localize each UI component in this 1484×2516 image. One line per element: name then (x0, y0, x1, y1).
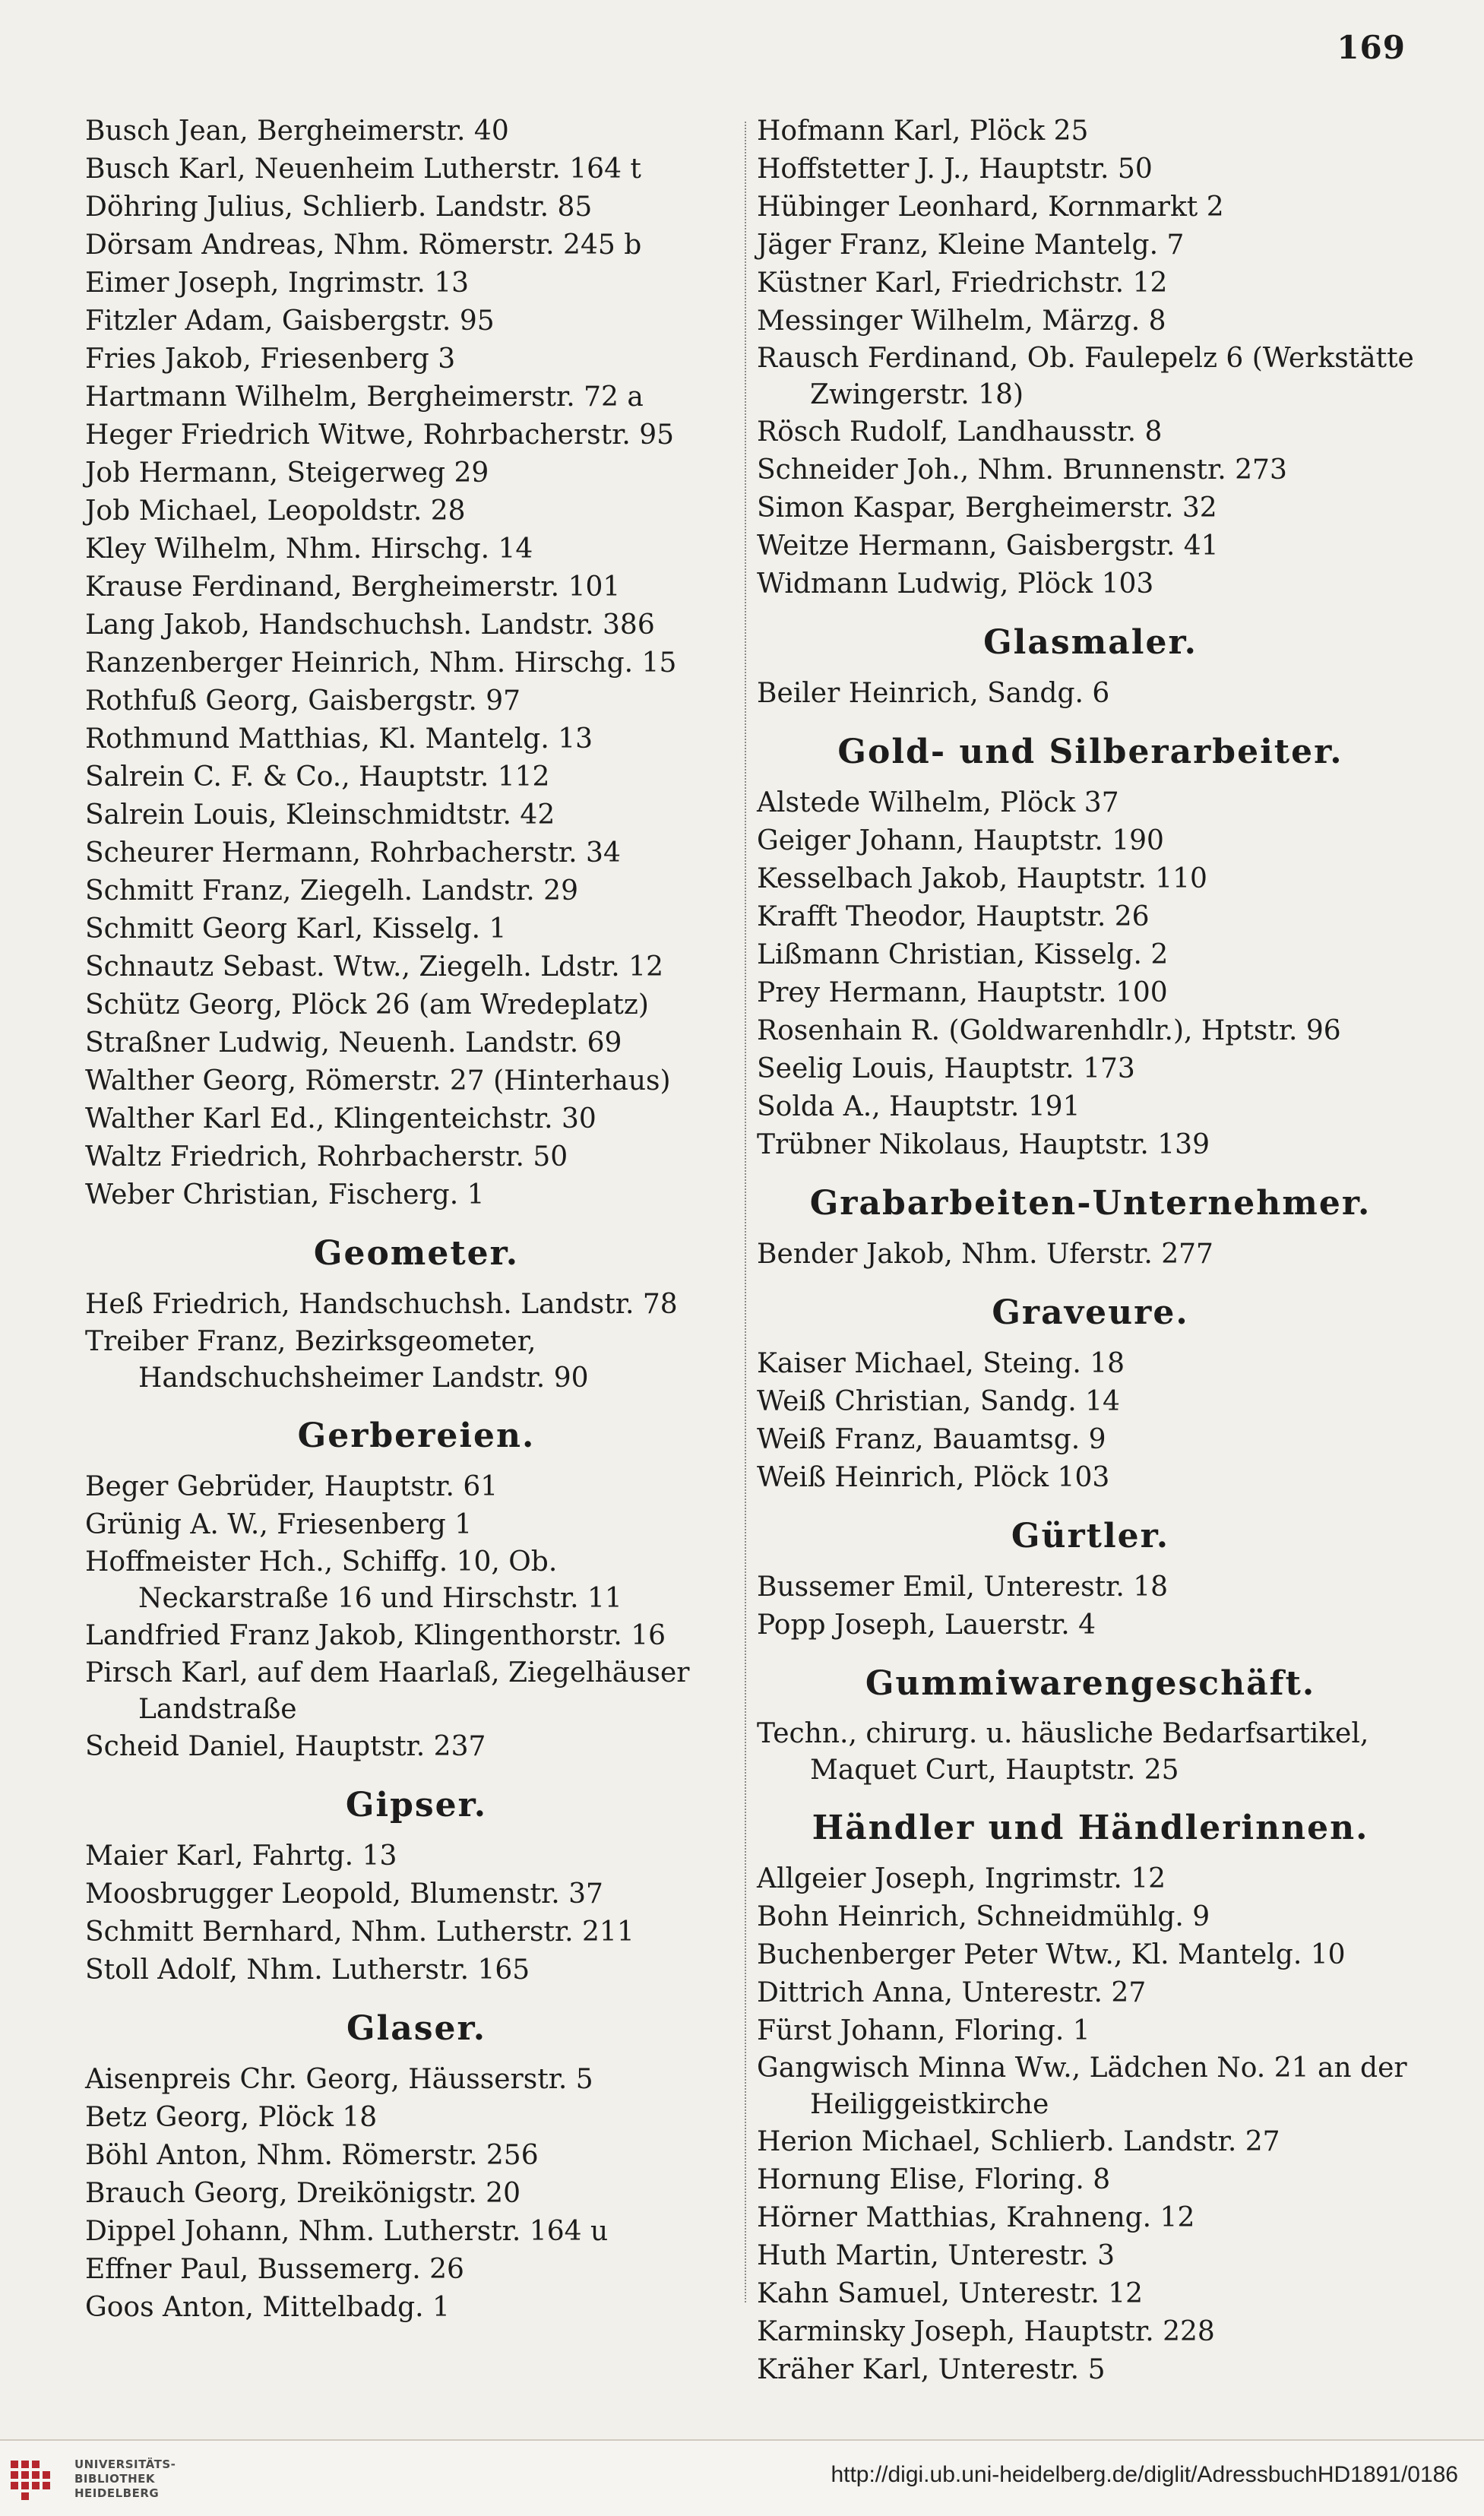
directory-entry: Kahn Samuel, Unterestr. 12 (757, 2278, 1144, 2309)
directory-entry: Hornung Elise, Floring. 8 (757, 2164, 1111, 2195)
directory-entry: Weber Christian, Fischerg. 1 (85, 1179, 485, 1211)
directory-entry: Prey Hermann, Hauptstr. 100 (757, 977, 1168, 1008)
directory-entry: Bender Jakob, Nhm. Uferstr. 277 (757, 1239, 1213, 1270)
directory-entry: Kräher Karl, Unterestr. 5 (757, 2354, 1106, 2385)
directory-entry: Moosbrugger Leopold, Blumenstr. 37 (85, 1878, 603, 1910)
directory-entry: Landfried Franz Jakob, Klingenthorstr. 16 (85, 1620, 666, 1651)
directory-entry: Dittrich Anna, Unterestr. 27 (757, 1977, 1147, 2008)
library-logo[interactable] (8, 2451, 190, 2505)
section-heading: Gerbereien. (297, 1416, 536, 1455)
directory-entry: Waltz Friedrich, Rohrbacherstr. 50 (85, 1141, 568, 1173)
directory-entry: Gangwisch Minna Ww., Lädchen No. 21 an der Heiliggeistkirche (757, 2052, 1407, 2120)
directory-entry: Fitzler Adam, Gaisbergstr. 95 (85, 305, 495, 337)
library-seal-icon (8, 2457, 62, 2503)
directory-entry: Schneider Joh., Nhm. Brunnenstr. 273 (757, 454, 1287, 486)
directory-entry: Schmitt Bernhard, Nhm. Lutherstr. 211 (85, 1916, 634, 1948)
section-heading: Gürtler. (1011, 1517, 1170, 1555)
directory-entry: Heger Friedrich Witwe, Rohrbacherstr. 95 (85, 419, 675, 451)
left-column (85, 112, 748, 2327)
directory-entry: Kley Wilhelm, Nhm. Hirschg. 14 (85, 533, 533, 565)
directory-entry: Hoffstetter J. J., Hauptstr. 50 (757, 153, 1153, 185)
directory-entry: Dörsam Andreas, Nhm. Römerstr. 245 b (85, 229, 642, 261)
directory-entry: Weiß Christian, Sandg. 14 (757, 1386, 1120, 1417)
directory-entry: Job Hermann, Steigerweg 29 (85, 457, 489, 489)
directory-entry: Job Michael, Leopoldstr. 28 (85, 495, 466, 527)
directory-entry: Busch Jean, Bergheimerstr. 40 (85, 116, 509, 147)
directory-entry: Lang Jakob, Handschuchsh. Landstr. 386 (85, 609, 655, 641)
directory-entry: Messinger Wilhelm, Märzg. 8 (757, 305, 1166, 337)
section-heading: Graveure. (992, 1293, 1189, 1332)
library-name-line: UNIVERSITÄTS- (74, 2457, 176, 2471)
directory-entry: Widmann Ludwig, Plöck 103 (757, 568, 1154, 600)
directory-entry: Schmitt Franz, Ziegelh. Landstr. 29 (85, 875, 578, 907)
directory-entry: Treiber Franz, Bezirksgeometer, Handschuchsheimer Landstr. 90 (85, 1326, 589, 1394)
directory-entry: Jäger Franz, Kleine Mantelg. 7 (757, 229, 1185, 261)
directory-entry: Rothmund Matthias, Kl. Mantelg. 13 (85, 723, 593, 755)
directory-entry: Lißmann Christian, Kisselg. 2 (757, 939, 1169, 970)
directory-entry: Busch Karl, Neuenheim Lutherstr. 164 t (85, 153, 641, 185)
directory-entry: Dippel Johann, Nhm. Lutherstr. 164 u (85, 2216, 609, 2247)
library-name-line: BIBLIOTHEK (74, 2472, 155, 2486)
column-divider (745, 122, 746, 2302)
directory-entry: Rösch Rudolf, Landhausstr. 8 (757, 416, 1163, 448)
directory-entry: Karminsky Joseph, Hauptstr. 228 (757, 2316, 1215, 2347)
section-heading: Gold- und Silberarbeiter. (837, 733, 1343, 771)
directory-entry: Hofmann Karl, Plöck 25 (757, 116, 1089, 147)
directory-entry: Alstede Wilhelm, Plöck 37 (757, 787, 1119, 818)
directory-entry: Beger Gebrüder, Hauptstr. 61 (85, 1471, 498, 1502)
directory-entry: Betz Georg, Plöck 18 (85, 2102, 378, 2133)
section-heading: Händler und Händlerinnen. (812, 1809, 1369, 1847)
directory-entry: Fürst Johann, Floring. 1 (757, 2015, 1090, 2046)
directory-entry: Hübinger Leonhard, Kornmarkt 2 (757, 191, 1224, 223)
directory-entry: Maier Karl, Fahrtg. 13 (85, 1840, 397, 1872)
directory-entry: Hörner Matthias, Krahneng. 12 (757, 2202, 1195, 2233)
directory-entry: Walther Karl Ed., Klingenteichstr. 30 (85, 1103, 596, 1135)
directory-entry: Walther Georg, Römerstr. 27 (Hinterhaus) (85, 1065, 671, 1097)
section-heading: Grabarbeiten-Unternehmer. (809, 1184, 1372, 1223)
directory-entry: Weiß Franz, Bauamtsg. 9 (757, 1424, 1106, 1455)
directory-entry: Stoll Adolf, Nhm. Lutherstr. 165 (85, 1954, 530, 1986)
directory-entry: Beiler Heinrich, Sandg. 6 (757, 678, 1110, 709)
source-url-link[interactable]: http://digi.ub.uni-heidelberg.de/diglit/AdressbuchHD1891/0186 (831, 2462, 1458, 2487)
directory-entry: Pirsch Karl, auf dem Haarlaß, Ziegelhäuser Landstraße (85, 1657, 690, 1725)
directory-entry: Scheurer Hermann, Rohrbacherstr. 34 (85, 837, 621, 869)
directory-entry: Trübner Nikolaus, Hauptstr. 139 (757, 1129, 1210, 1160)
directory-entry: Herion Michael, Schlierb. Landstr. 27 (757, 2126, 1280, 2157)
directory-entry: Grünig A. W., Friesenberg 1 (85, 1509, 473, 1540)
library-name (74, 2457, 176, 2501)
directory-entry: Ranzenberger Heinrich, Nhm. Hirschg. 15 (85, 647, 677, 679)
directory-entry: Rothfuß Georg, Gaisbergstr. 97 (85, 685, 521, 717)
section-heading: Geometer. (313, 1234, 520, 1273)
directory-entry: Kaiser Michael, Steing. 18 (757, 1348, 1125, 1379)
directory-entry: Scheid Daniel, Hauptstr. 237 (85, 1731, 486, 1762)
page-number: 169 (1337, 29, 1406, 66)
section-heading: Gummiwarengeschäft. (865, 1664, 1316, 1703)
directory-entry: Küstner Karl, Friedrichstr. 12 (757, 267, 1168, 299)
directory-entry: Rosenhain R. (Goldwarenhdlr.), Hptstr. 96 (757, 1015, 1341, 1046)
directory-entry: Bussemer Emil, Unterestr. 18 (757, 1571, 1169, 1603)
directory-entry: Rausch Ferdinand, Ob. Faulepelz 6 (Werkstätte Zwingerstr. 18) (757, 343, 1414, 410)
directory-entry: Popp Joseph, Lauerstr. 4 (757, 1609, 1096, 1641)
directory-entry: Böhl Anton, Nhm. Römerstr. 256 (85, 2140, 539, 2171)
directory-entry: Weiß Heinrich, Plöck 103 (757, 1462, 1110, 1493)
directory-entry: Aisenpreis Chr. Georg, Häusserstr. 5 (85, 2064, 593, 2095)
directory-entry: Buchenberger Peter Wtw., Kl. Mantelg. 10 (757, 1939, 1346, 1970)
directory-entry: Huth Martin, Unterestr. 3 (757, 2240, 1115, 2271)
section-heading: Glaser. (346, 2009, 487, 2048)
directory-entry: Hoffmeister Hch., Schiffg. 10, Ob. Neckarstraße 16 und Hirschstr. 11 (85, 1546, 622, 1614)
directory-entry: Döhring Julius, Schlierb. Landstr. 85 (85, 191, 593, 223)
directory-entry: Krause Ferdinand, Bergheimerstr. 101 (85, 571, 621, 603)
directory-entry: Bohn Heinrich, Schneidmühlg. 9 (757, 1901, 1210, 1932)
directory-entry: Eimer Joseph, Ingrimstr. 13 (85, 267, 470, 299)
library-name-line: HEIDELBERG (74, 2486, 160, 2500)
directory-entry: Brauch Georg, Dreikönigstr. 20 (85, 2178, 521, 2209)
directory-entry: Seelig Louis, Hauptstr. 173 (757, 1053, 1135, 1084)
directory-entry: Simon Kaspar, Bergheimerstr. 32 (757, 492, 1217, 524)
directory-entry: Straßner Ludwig, Neuenh. Landstr. 69 (85, 1027, 622, 1059)
directory-entry: Fries Jakob, Friesenberg 3 (85, 343, 456, 375)
section-heading: Glasmaler. (983, 623, 1198, 662)
right-column (757, 112, 1424, 2389)
directory-entry: Techn., chirurg. u. häusliche Bedarfsartikel, Maquet Curt, Hauptstr. 25 (757, 1718, 1369, 1786)
directory-entry: Weitze Hermann, Gaisbergstr. 41 (757, 530, 1219, 562)
directory-entry: Schmitt Georg Karl, Kisselg. 1 (85, 913, 507, 945)
directory-entry: Allgeier Joseph, Ingrimstr. 12 (757, 1863, 1166, 1894)
directory-entry: Kesselbach Jakob, Hauptstr. 110 (757, 863, 1207, 894)
directory-entry: Schütz Georg, Plöck 26 (am Wredeplatz) (85, 989, 649, 1021)
directory-entry: Krafft Theodor, Hauptstr. 26 (757, 901, 1150, 932)
directory-entry: Salrein Louis, Kleinschmidtstr. 42 (85, 799, 555, 831)
directory-entry: Hartmann Wilhelm, Bergheimerstr. 72 a (85, 381, 644, 413)
directory-entry: Geiger Johann, Hauptstr. 190 (757, 825, 1164, 856)
section-heading: Gipser. (345, 1786, 488, 1824)
directory-entry: Heß Friedrich, Handschuchsh. Landstr. 78 (85, 1289, 678, 1320)
directory-entry: Effner Paul, Bussemerg. 26 (85, 2254, 464, 2285)
directory-entry: Goos Anton, Mittelbadg. 1 (85, 2292, 450, 2323)
directory-entry: Schnautz Sebast. Wtw., Ziegelh. Ldstr. 12 (85, 951, 663, 983)
directory-entry: Solda A., Hauptstr. 191 (757, 1091, 1081, 1122)
directory-entry: Salrein C. F. & Co., Hauptstr. 112 (85, 761, 550, 793)
